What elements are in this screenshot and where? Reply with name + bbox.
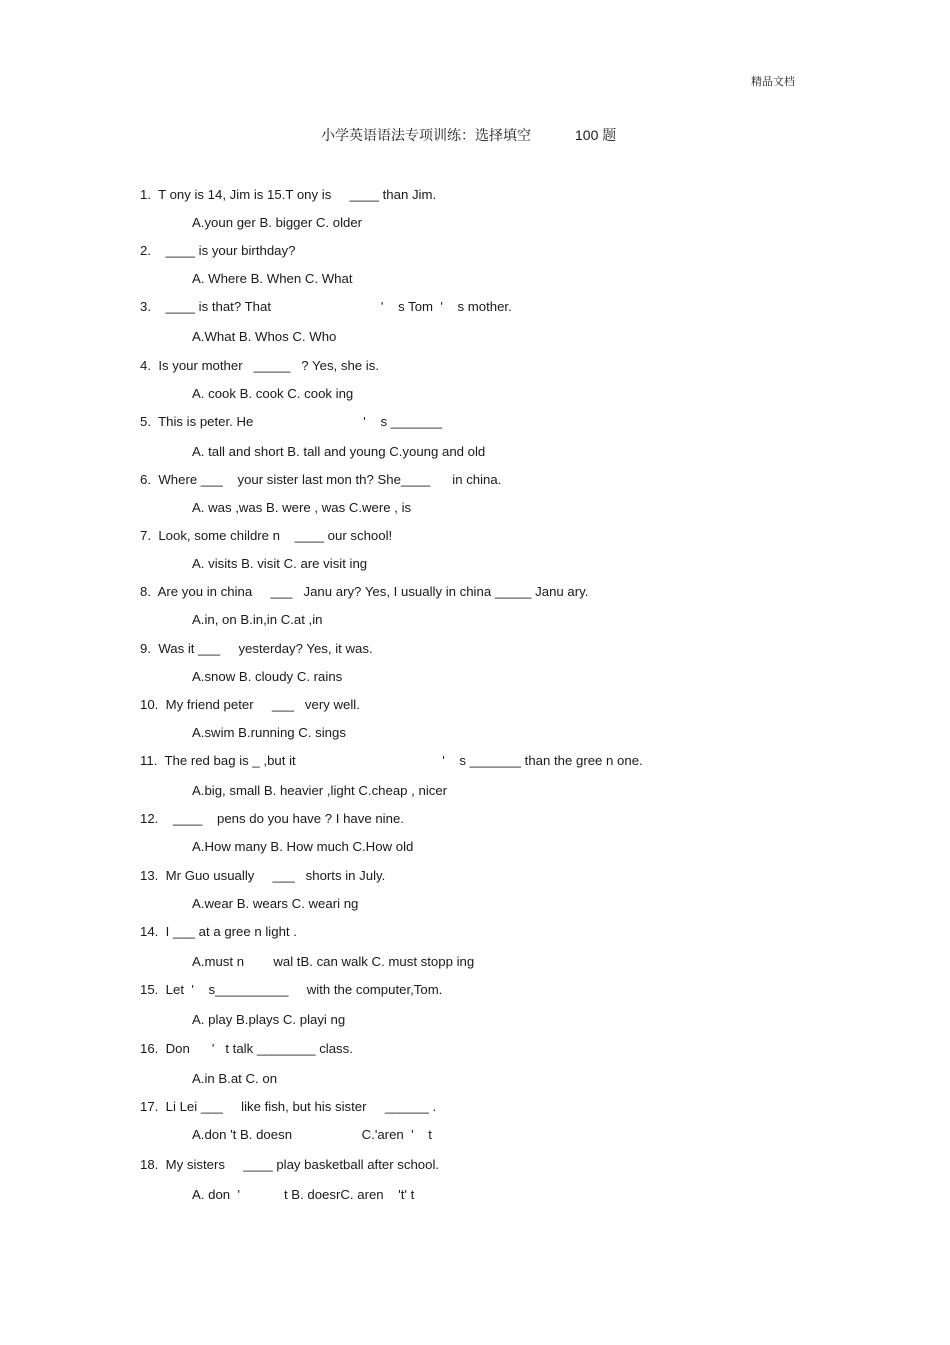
page-title: [321, 125, 616, 145]
question-stem: 17. Li Lei ___ like fish, but his sister ______ .: [140, 1099, 437, 1114]
question-options: A.How many B. How much C.How old: [192, 839, 414, 854]
title-count: 100 题: [575, 127, 617, 143]
question-options: A. Where B. When C. What: [192, 271, 353, 286]
question-options: A. visits B. visit C. are visit ing: [192, 556, 368, 571]
question-stem: 2. ____ is your birthday?: [140, 243, 296, 258]
question-stem: 18. My sisters ____ play basketball after school.: [140, 1157, 440, 1172]
question-stem: 14. I ___ at a gree n light .: [140, 924, 297, 939]
question-options: A. tall and short B. tall and young C.young and old: [192, 444, 486, 459]
question-stem: 7. Look, some childre n ____ our school!: [140, 528, 393, 543]
question-options: A.must n wal tB. can walk C. must stopp ing: [192, 954, 475, 969]
question-stem: 3. ____ is that? That ' s Tom ' s mother.: [140, 299, 512, 314]
question-stem: 1. T ony is 14, Jim is 15.T ony is ____ than Jim.: [140, 187, 437, 202]
question-stem: 13. Mr Guo usually ___ shorts in July.: [140, 868, 386, 883]
question-options: A. was ,was B. were , was C.were , is: [192, 500, 412, 515]
question-stem: 16. Don ' t talk ________ class.: [140, 1041, 353, 1056]
question-stem: 12. ____ pens do you have ? I have nine.: [140, 811, 404, 826]
question-options: A. play B.plays C. playi ng: [192, 1012, 346, 1027]
question-stem: 8. Are you in china ___ Janu ary? Yes, I usually in china _____ Janu ary.: [140, 584, 589, 599]
question-stem: 6. Where ___ your sister last mon th? She____ in china.: [140, 472, 502, 487]
question-options: A. don ' t B. doesrC. aren 't' t: [192, 1187, 415, 1202]
title-text: 小学英语语法专项训练：选择填空: [321, 127, 531, 143]
question-options: A.in, on B.in,in C.at ,in: [192, 612, 323, 627]
question-options: A.wear B. wears C. weari ng: [192, 896, 359, 911]
question-options: A.youn ger B. bigger C. older: [192, 215, 363, 230]
question-stem: 15. Let ' s__________ with the computer,Tom.: [140, 982, 443, 997]
question-options: A.don 't B. doesn C.'aren ' t: [192, 1127, 432, 1142]
question-stem: 4. Is your mother _____ ? Yes, she is.: [140, 358, 379, 373]
question-options: A.swim B.running C. sings: [192, 725, 346, 740]
question-stem: 5. This is peter. He ' s _______: [140, 414, 443, 429]
question-stem: 11. The red bag is _ ,but it ' s _______ than the gree n one.: [140, 753, 643, 768]
question-options: A. cook B. cook C. cook ing: [192, 386, 354, 401]
question-options: A.What B. Whos C. Who: [192, 329, 337, 344]
question-stem: 10. My friend peter ___ very well.: [140, 697, 360, 712]
question-stem: 9. Was it ___ yesterday? Yes, it was.: [140, 641, 373, 656]
corner-note: 精品文档: [751, 76, 795, 88]
question-options: A.in B.at C. on: [192, 1071, 278, 1086]
question-options: A.snow B. cloudy C. rains: [192, 669, 343, 684]
question-options: A.big, small B. heavier ,light C.cheap , nicer: [192, 783, 448, 798]
